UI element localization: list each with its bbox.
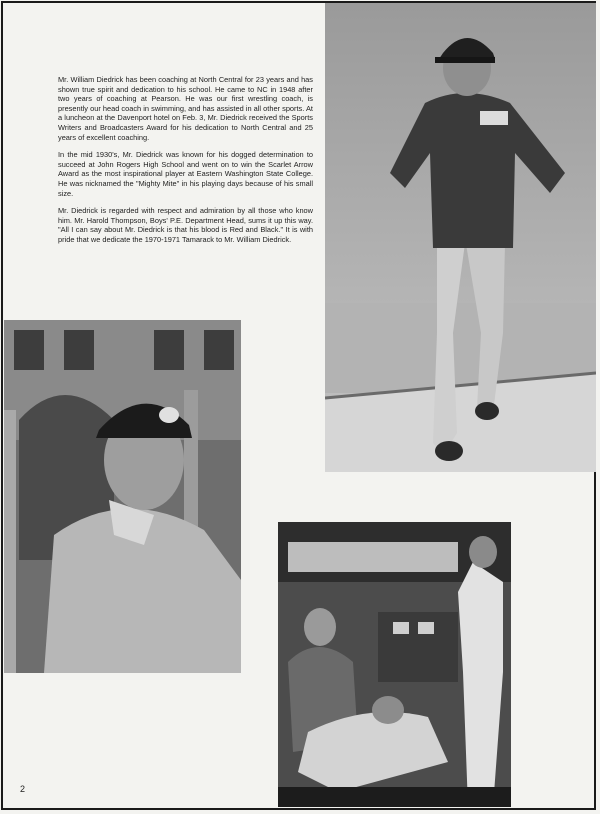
article-paragraph-3: Mr. Diedrick is regarded with respect and admiration by all those who know him. Mr. Harold Thompson, Boys' P.E. Department Head, sums it up this way. "All I can say about Mr. Diedrick is that his blood is Red and Black." It is with pride that we dedicate the 1970-1971 Tamarack to Mr. William Diedrick. bbox=[58, 206, 313, 244]
article-paragraph-2: In the mid 1930's, Mr. Diedrick was known for his dogged determination to succeed at John Rogers High School and went on to win the Scarlet Arrow Award as the most inspirational player at Eastern Washington State College. He was nicknamed the "Mighty Mite" in his playing days because of his small size. bbox=[58, 150, 313, 198]
photo-coach-portrait bbox=[4, 320, 241, 673]
photo-gym-group bbox=[278, 522, 511, 807]
article-paragraph-1: Mr. William Diedrick has been coaching at North Central for 23 years and has shown true spirit and dedication to his school. He came to NC in 1948 after two years of coaching at Pearson. He was our first wrestling coach, is presently our head coach in swimming, and has assisted in all other sports. At a luncheon at the Davenport hotel on Feb. 3, Mr. Diedrick received the Sports Writers and Broadcasters Award for his dedication to North Central and 25 years of excellent coaching. bbox=[58, 75, 313, 142]
photo-coach-jogging bbox=[325, 3, 596, 472]
page-number: 2 bbox=[20, 784, 26, 794]
dedication-article bbox=[58, 75, 313, 253]
